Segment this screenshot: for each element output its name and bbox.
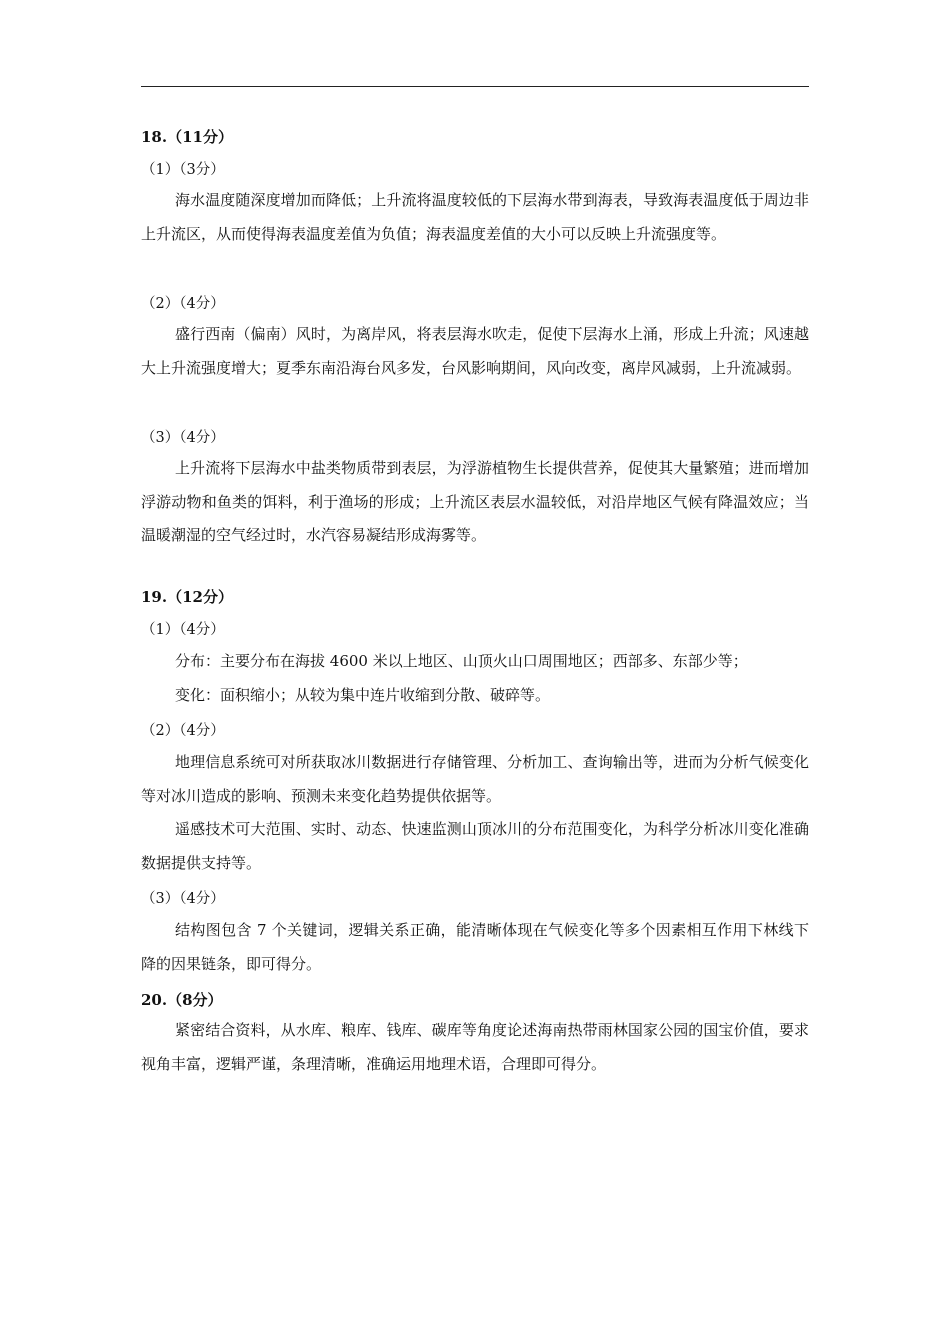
question-20-title: 20.（8分） (141, 991, 223, 1009)
q18-part2 (141, 294, 809, 314)
q19-part2-label: （2）（4分） (141, 723, 225, 739)
q18-part1-label: （1）（3分） (141, 162, 225, 178)
q18-part1 (141, 160, 809, 180)
question-19 (141, 587, 809, 607)
q19-part2-answer (141, 746, 809, 880)
q19-part3-text: 结构图包含 7 个关键词，逻辑关系正确，能清晰体现在气候变化等多个因素相互作用下林线下降的因果链条，即可得分。 (141, 921, 809, 973)
q18-part3 (141, 428, 809, 448)
q20-answer (141, 1014, 809, 1081)
q18-part1-text: 海水温度随深度增加而降低；上升流将温度较低的下层海水带到海表，导致海表温度低于周边非上升流区，从而使得海表温度差值为负值；海表温度差值的大小可以反映上升流强度等。 (141, 191, 809, 243)
q18-part3-label: （3）（4分） (141, 430, 225, 446)
q20-text: 紧密结合资料，从水库、粮库、钱库、碳库等角度论述海南热带雨林国家公园的国宝价值，要求视角丰富，逻辑严谨，条理清晰，准确运用地理术语，合理即可得分。 (141, 1021, 809, 1073)
q19-part2 (141, 721, 809, 741)
header-rule (141, 86, 809, 87)
q18-part3-answer (141, 452, 809, 553)
q19-part2-text1: 地理信息系统可对所获取冰川数据进行存储管理、分析加工、查询输出等，进而为分析气候变化等对冰川造成的影响、预测未来变化趋势提供依据等。 (141, 753, 809, 805)
q18-part3-text: 上升流将下层海水中盐类物质带到表层，为浮游植物生长提供营养，促使其大量繁殖；进而增加浮游动物和鱼类的饵料，利于渔场的形成；上升流区表层水温较低，对沿岸地区气候有降温效应；当温暖潮湿的空气经过时，水汽容易凝结形成海雾等。 (141, 459, 809, 544)
question-19-title: 19.（12分） (141, 588, 233, 606)
q19-part2-text2: 遥感技术可大范围、实时、动态、快速监测山顶冰川的分布范围变化，为科学分析冰川变化准确数据提供支持等。 (141, 820, 809, 872)
question-18 (141, 127, 809, 147)
q18-part2-text: 盛行西南（偏南）风时，为离岸风，将表层海水吹走，促使下层海水上涌，形成上升流；风速越大上升流强度增大；夏季东南沿海台风多发，台风影响期间，风向改变，离岸风减弱，上升流减弱。 (141, 325, 809, 377)
question-18-title: 18.（11分） (141, 128, 233, 146)
q19-part1 (141, 620, 809, 640)
q19-part1-answer (141, 645, 809, 712)
q19-part3 (141, 889, 809, 909)
q19-part3-answer (141, 914, 809, 981)
q19-part3-label: （3）（4分） (141, 891, 225, 907)
q18-part2-label: （2）（4分） (141, 296, 225, 312)
q19-part1-line1: 分布：主要分布在海拔 4600 米以上地区、山顶火山口周围地区；西部多、东部少等； (175, 652, 748, 670)
question-20 (141, 990, 809, 1010)
q19-part1-label: （1）（4分） (141, 622, 225, 638)
q18-part2-answer (141, 318, 809, 385)
q19-part1-line2: 变化：面积缩小；从较为集中连片收缩到分散、破碎等。 (175, 685, 551, 704)
q18-part1-answer (141, 184, 809, 251)
